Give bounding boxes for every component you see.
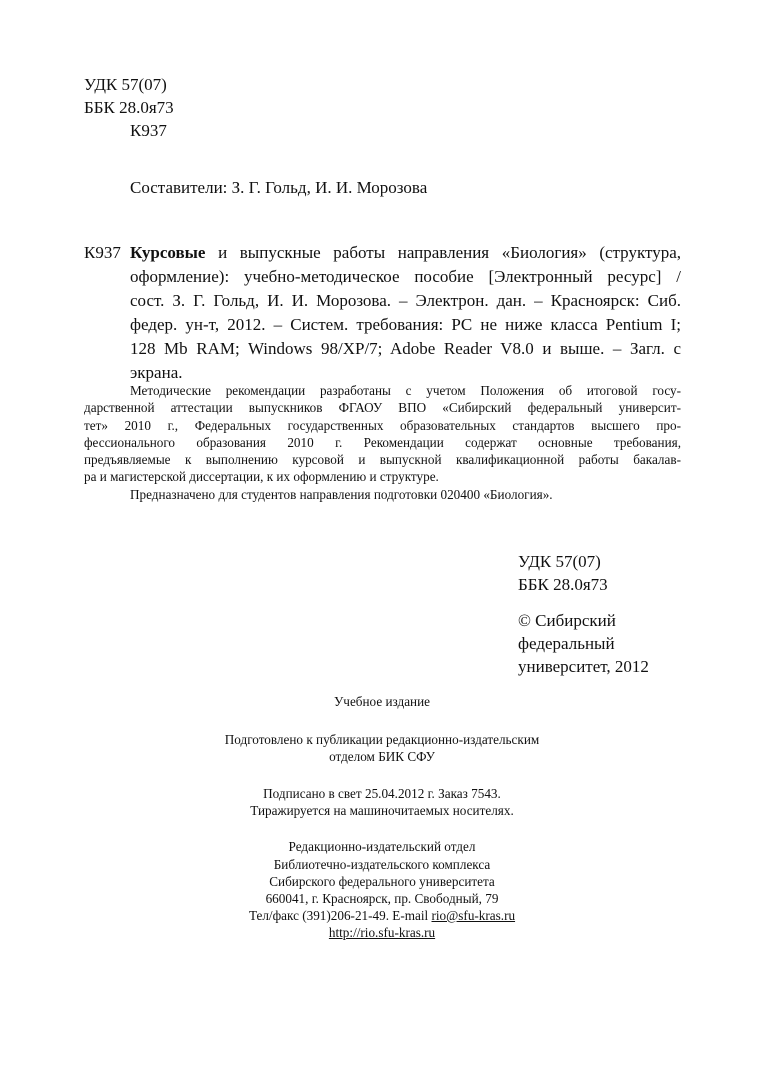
bbk-top: ББК 28.0я73 — [84, 98, 174, 117]
copyright-line-1: © Сибирский — [518, 611, 616, 630]
annotation-line: предъявляемые к выполнению курсовой и выпускной квалификационной работы бакалав- — [84, 452, 681, 468]
annotation-line: ра и магистерской диссертации, к их оформлению и структуре. — [84, 469, 439, 485]
copyright-line-3: университет, 2012 — [518, 657, 649, 676]
website-line — [0, 924, 764, 941]
catalog-line-5: 128 Mb RAM; Windows 98/XP/7; Adobe Reader V8.0 и выше. – Загл. с — [130, 339, 681, 358]
compilers-line: Составители: З. Г. Гольд, И. И. Морозова — [130, 178, 428, 197]
author-mark-top: К937 — [130, 121, 167, 140]
publisher-line-3: Сибирского федерального университета — [269, 874, 495, 889]
replicated-line: Тиражируется на машиночитаемых носителях. — [250, 803, 514, 818]
contact-line — [0, 907, 764, 924]
catalog-line-6: экрана. — [130, 363, 183, 382]
signed-line: Подписано в свет 25.04.2012 г. Заказ 7543. — [263, 786, 501, 801]
catalog-line-2: оформление): учебно-методическое пособие [Электронный ресурс] / — [130, 267, 681, 286]
catalog-entry — [130, 241, 681, 385]
annotation-line: тет» 2010 г., Федеральных государственных образовательных стандартов высшего про- — [84, 417, 681, 433]
address-line: 660041, г. Красноярск, пр. Свободный, 79 — [265, 891, 499, 906]
email-link[interactable]: rio@sfu-kras.ru — [431, 908, 516, 923]
catalog-line-4: федер. ун-т, 2012. – Систем. требования: PC не ниже класса Pentium I; — [130, 315, 681, 334]
bbk-bottom: ББК 28.0я73 — [518, 575, 608, 594]
udk-bottom: УДК 57(07) — [518, 552, 601, 571]
catalog-line-3: сост. З. Г. Гольд, И. И. Морозова. – Электрон. дан. – Красноярск: Сиб. — [130, 291, 681, 310]
catalog-author-mark: К937 — [84, 243, 121, 262]
catalog-line-1: Курсовые и выпускные работы направления «Биология» (структура, — [130, 243, 681, 262]
publisher-line-1: Редакционно-издательский отдел — [288, 839, 476, 854]
udk-top: УДК 57(07) — [84, 75, 167, 94]
copyright-line-2: федеральный — [518, 634, 615, 653]
prepared-line-1: Подготовлено к публикации редакционно-издательским — [224, 732, 540, 747]
annotation-purpose: Предназначено для студентов направления подготовки 020400 «Биология». — [130, 486, 553, 502]
annotation-line: дарственной аттестации выпускников ФГАОУ ВПО «Сибирский федеральный университ- — [84, 400, 681, 416]
annotation — [84, 382, 681, 503]
publisher-line-2: Библиотечно-издательского комплекса — [273, 857, 491, 872]
catalog-title-bold: Курсовые — [130, 243, 206, 262]
prepared-line-2: отделом БИК СФУ — [329, 749, 435, 764]
annotation-line: Методические рекомендации разработаны с учетом Положения об итоговой госу- — [130, 383, 681, 398]
website-link[interactable]: http://rio.sfu-kras.ru — [328, 925, 436, 940]
annotation-line: фессионального образования 2010 г. Рекомендации содержат основные требования, — [84, 434, 681, 450]
phone-text: Тел/факс (391)206-21-49. E-mail — [248, 908, 432, 923]
edition-type: Учебное издание — [333, 694, 431, 709]
